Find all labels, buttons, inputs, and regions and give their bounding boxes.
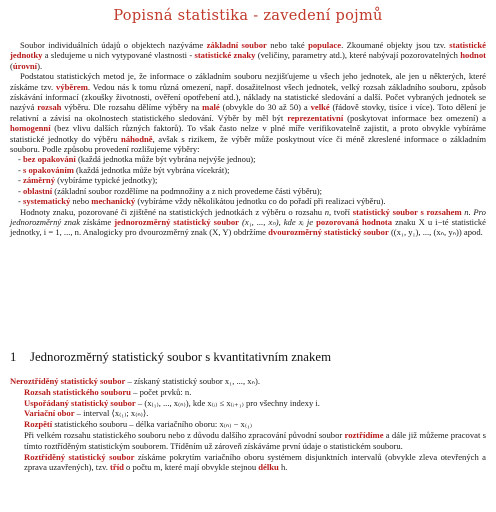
term-random: náhodně [121, 133, 153, 144]
term-statistical-set: statistický soubor s rozsahem [352, 206, 462, 217]
term-representative: reprezentativní [287, 112, 344, 123]
section-heading [10, 350, 486, 365]
list-item: - oblastní (základní soubor rozdělíme na podmnožiny a z nich provedeme části výběru); [18, 185, 323, 196]
paragraph-population: Soubor individuálních údajů o objektech nazýváme základní soubor nebo také populace. Zkoumané objekty jsou tzv. statistické jednotky a sledujeme u nich vytypované vlastnosti - statistické znaky (veličiny, parametry atd.), které nabývají pozorovatelných hodnot (úrovní). [10, 40, 486, 71]
page-title: Popisná statistika - zavedení pojmů [113, 8, 383, 24]
definition-size: Rozsah statistického souboru – počet prvků: n. [24, 386, 192, 397]
term-small: malé [202, 102, 220, 113]
list-item: - s opakováním (každá jednotka může být vybrána vícekrát); [18, 164, 230, 175]
term-large: velké [310, 102, 330, 113]
section-number: 1 [10, 350, 17, 364]
list-item: - systematický nebo mechanický (vybíráme vždy několikátou jednotku co do pořadí při realizaci výběru). [18, 196, 386, 207]
definition-variation-range: Variační obor – interval ⟨x₍₁₎; x₍ₙ₎⟩. [24, 408, 149, 419]
list-item: - bez opakování (každá jednotka může být vybrána nejvýše jednou); [18, 154, 256, 165]
term-size: rozsah [37, 102, 62, 113]
definition-sorted-set: Roztříděný statistický soubor získáme pokrytím variačního oboru systémem disjunktních intervalů (obvykle zleva otevřených a zprava uzavřených), tzv. tříd o počtu m, které mají obvykle stejnou délku h. [24, 451, 486, 473]
definition-ordered: Uspořádaný statistický soubor – (x₍₁₎, ..., x₍ₙ₎), kde x₍ᵢ₎ ≤ x₍ᵢ₊₁₎ pro všechny indexy i. [24, 397, 320, 408]
intro-text [10, 40, 486, 238]
term-selection: výběrem [56, 81, 88, 92]
term-population: populace [308, 40, 342, 50]
term-univariate-set: jednorozměrný statistický soubor [114, 216, 239, 227]
term-levels: úrovní [12, 60, 38, 71]
paragraph-sorting: Při velkém rozsahu statistického souboru nebo z důvodu dalšího zpracování původní soubor roztřídíme a dále již můžeme pracovat s tímto roztříděným statistickým souborem. Tříděním už zároveň získáváme první údaje o statistickém souboru. [24, 429, 486, 451]
term-observed-value: pozorovaná hodnota [316, 216, 393, 227]
term-statistical-traits: statistické znaky [194, 50, 256, 61]
section-title: Jednorozměrný statistický soubor s kvantitativním znakem [30, 350, 332, 364]
sampling-types-list [18, 154, 486, 206]
term-statistical-units: statistické jednotky [10, 40, 486, 61]
term-values: hodnot [460, 50, 486, 61]
paragraph-statistical-set: Hodnoty znaku, pozorované či zjištěné na statistických jednotkách z výběru o rozsahu n, tvoří statistický soubor s rozsahem n. Pro jednorozměrný znak získáme jednorozměrný statistický soubor (x₁, ..., xₙ), kde xᵢ je pozorovaná hodnota znaku X u i−té statistické jednotky, i = 1, ..., n. Analogicky pro dvourozměrný znak (X, Y) obdržíme dvourozměrný statistický soubor ((x₁, y₁), ..., (xₙ, yₙ)) apod. [10, 206, 487, 238]
paragraph-sampling: Podstatou statistických metod je, že informace o základním souboru nezjišťujeme u všech jeho jednotek, ale jen u některých, které získáme tzv. výběrem. Vedou nás k tomu různá omezení, např. dosažitelnost všech jednotek, velký rozsah základního souboru, způsob získávání informací (zkoušky životnosti, ověření opotřebení atd.), náklady na statistické sledování a další. Počet vybraných jednotek se nazývá rozsah výběru. Dle rozsahu dělíme výběry na malé (obvykle do 30 až 50) a velké (řádově stovky, tisíce i více). Toto dělení je relativní a závisí na okolnostech statistického sledování. Výběr by měl být reprezentativní (poskytovat informace bez omezení) a homogenní (bez vlivu dalších různých faktorů). To však často nelze v plné míře verifikovatelně zajistit, a proto obvykle vybíráme statistické jednotky do výběru náhodně, avšak s rizikem, že výběr může poskytnout více či méně zkreslené informace o základním souboru. Podle způsobu provedení rozlišujeme výběry: [10, 71, 487, 155]
list-item: - záměrný (vybíráme typické jednotky); [18, 175, 158, 186]
definition-unsorted: Neroztříděný statistický soubor – získaný statistický soubor x₁, ..., xₙ). [10, 376, 260, 386]
term-basic-set: základní soubor [206, 40, 267, 50]
term-homogeneous: homogenní [10, 123, 51, 134]
definitions [10, 376, 486, 473]
term-bivariate-set: dvourozměrný statistický soubor [268, 227, 389, 238]
definition-span: Rozpětí statistického souboru – délka variačního oboru: x₍ₙ₎ − x₍₁₎ [24, 419, 253, 430]
